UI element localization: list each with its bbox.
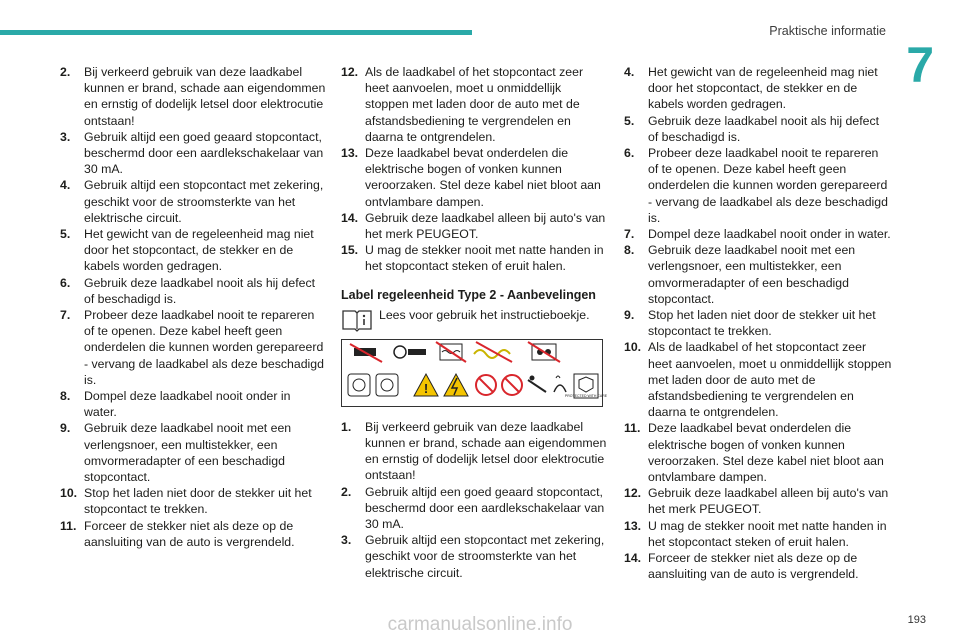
item-number: 1. bbox=[341, 419, 352, 434]
list-item bbox=[60, 518, 326, 550]
list-item bbox=[341, 64, 607, 145]
no-damaged-socket-icon bbox=[528, 342, 560, 362]
item-text: Deze laadkabel bevat onderdelen die elektrische bogen of vonken kunnen veroorzaken. Stel deze kabel niet bloot aan ontvlambare dampen. bbox=[648, 421, 884, 485]
item-text: Bij verkeerd gebruik van deze laadkabel kunnen er brand, schade aan eigendommen en ernstig of dodelijk letsel door elektrocutie ontstaan! bbox=[84, 65, 326, 128]
list-item bbox=[624, 145, 892, 226]
item-number: 13. bbox=[624, 518, 642, 533]
list-item bbox=[624, 242, 892, 307]
item-text: Gebruik deze laadkabel nooit met een verlengsnoer, een multistekker, een omvormeradapter of een beschadigd stopcontact. bbox=[84, 421, 292, 485]
list-item bbox=[624, 113, 892, 145]
item-number: 4. bbox=[624, 65, 635, 79]
no-extension-cord-icon bbox=[474, 342, 512, 362]
item-text: Als de laadkabel of het stopcontact zeer heet aanvoelen, moet u onmiddellijk stoppen met laden door de auto met de afstandsbediening te vergrendelen en daarna te ontgrendelen. bbox=[648, 340, 892, 420]
list-item bbox=[60, 177, 326, 226]
list-item bbox=[624, 550, 892, 582]
item-text: Gebruik deze laadkabel nooit als hij defect of beschadigd is. bbox=[84, 275, 316, 306]
item-text: Het gewicht van de regeleenheid mag niet door het stopcontact, de stekker en de kabels worden gedragen. bbox=[84, 227, 314, 274]
list-item bbox=[624, 420, 892, 485]
item-number: 12. bbox=[341, 65, 359, 79]
item-text: Gebruik altijd een goed geaard stopcontact, beschermd door een aardlekschakelaar van 30 mA. bbox=[365, 484, 605, 532]
svg-text:!: ! bbox=[423, 380, 429, 396]
no-pull-cable-icon bbox=[528, 375, 546, 392]
item-text: Gebruik deze laadkabel nooit als hij defect of beschadigd is. bbox=[648, 113, 880, 144]
no-water-icon bbox=[436, 342, 466, 362]
item-text: Stop het laden niet door de stekker uit het stopcontact te trekken. bbox=[84, 486, 312, 517]
item-text: Gebruik altijd een goed geaard stopcontact, beschermd door een aardlekschakelaar van 30 mA. bbox=[84, 129, 324, 177]
item-text: Stop het laden niet door de stekker uit het stopcontact te trekken. bbox=[648, 308, 876, 339]
item-text: Dompel deze laadkabel nooit onder in water. bbox=[84, 389, 291, 420]
book-icon bbox=[341, 307, 373, 331]
page-section-title: Praktische informatie bbox=[769, 24, 886, 38]
item-text: Als de laadkabel of het stopcontact zeer heet aanvoelen, moet u onmiddellijk stoppen met laden door de auto met de afstandsbediening te vergrendelen en daarna te ontgrendelen. bbox=[365, 65, 584, 144]
item-number: 2. bbox=[60, 65, 71, 79]
no-multi-plug-icon bbox=[394, 346, 426, 358]
no-plug-adapter-icon bbox=[350, 344, 382, 362]
list-item bbox=[624, 64, 892, 113]
no-repair-icon bbox=[502, 375, 522, 395]
list-item bbox=[624, 226, 892, 242]
item-text: Het gewicht van de regeleenheid mag niet door het stopcontact, de stekker en de kabels worden gedragen. bbox=[648, 65, 878, 112]
item-number: 9. bbox=[60, 421, 71, 436]
list-item bbox=[624, 339, 892, 420]
list-item bbox=[60, 485, 326, 517]
protected-with-care-icon bbox=[565, 374, 608, 398]
item-number: 15. bbox=[341, 243, 359, 258]
list-item bbox=[60, 420, 326, 485]
item-number: 12. bbox=[624, 486, 642, 501]
list-item bbox=[624, 518, 892, 550]
watermark: carmanualsonline.info bbox=[387, 614, 573, 635]
socket-30ma-icon bbox=[348, 374, 398, 396]
list-item bbox=[341, 419, 607, 484]
item-number: 6. bbox=[60, 275, 71, 290]
list-item bbox=[60, 226, 326, 275]
no-fire-icon bbox=[476, 375, 496, 395]
item-number: 5. bbox=[624, 113, 635, 128]
column-3 bbox=[624, 64, 892, 583]
control-unit-label bbox=[341, 339, 608, 407]
item-number: 11. bbox=[60, 518, 77, 533]
item-number: 7. bbox=[60, 308, 71, 323]
item-number: 14. bbox=[624, 551, 642, 566]
item-number: 8. bbox=[624, 243, 635, 258]
list-item bbox=[60, 129, 326, 178]
item-text: Probeer deze laadkabel nooit te repareren of te openen. Deze kabel heeft geen onderdelen die kunnen worden gerepareerd - vervang de laadkabel als deze beschadigd is. bbox=[84, 308, 324, 387]
item-text: U mag de stekker nooit met natte handen in het stopcontact steken of eruit halen. bbox=[648, 518, 887, 549]
item-number: 4. bbox=[60, 178, 71, 193]
item-number: 3. bbox=[341, 533, 352, 548]
list-item bbox=[341, 210, 607, 242]
list-item bbox=[341, 484, 607, 533]
electric-shock-icon bbox=[444, 374, 468, 396]
item-number: 11. bbox=[624, 421, 641, 436]
section-title: Label regeleenheid Type 2 - Aanbevelingen bbox=[341, 287, 596, 302]
chapter-number: 7 bbox=[906, 37, 934, 93]
item-number: 10. bbox=[624, 340, 642, 355]
item-text: Gebruik deze laadkabel alleen bij auto's van het merk PEUGEOT. bbox=[365, 210, 606, 242]
item-number: 8. bbox=[60, 389, 71, 404]
item-text: Gebruik deze laadkabel alleen bij auto's van het merk PEUGEOT. bbox=[648, 486, 889, 517]
warning-label-icon bbox=[342, 340, 608, 406]
column-1 bbox=[60, 64, 326, 550]
list-item bbox=[624, 307, 892, 339]
no-wet-hands-icon bbox=[554, 376, 566, 392]
page-number: 193 bbox=[907, 614, 926, 626]
list-item bbox=[341, 242, 607, 274]
warning-triangle-icon bbox=[414, 374, 438, 396]
list-item bbox=[341, 145, 607, 210]
list-item bbox=[60, 388, 326, 420]
header-accent-bar bbox=[0, 30, 472, 35]
item-number: 10. bbox=[60, 486, 78, 501]
manual-note bbox=[341, 307, 607, 331]
item-text: Gebruik altijd een stopcontact met zekering, geschikt voor de stroomsterkte van het elektrische circuit. bbox=[84, 178, 324, 225]
column-2 bbox=[341, 64, 607, 581]
item-text: U mag de stekker nooit met natte handen in het stopcontact steken of eruit halen. bbox=[365, 243, 604, 274]
item-number: 3. bbox=[60, 129, 71, 144]
list-item bbox=[60, 275, 326, 307]
item-text: Forceer de stekker niet als deze op de aansluiting van de auto is vergrendeld. bbox=[648, 551, 859, 582]
item-text: Probeer deze laadkabel nooit te repareren of te openen. Deze kabel heeft geen onderdelen die kunnen worden gerepareerd - vervang de laadkabel als deze beschadigd is. bbox=[648, 146, 888, 225]
manual-note-text: Lees voor gebruik het instructieboekje. bbox=[379, 307, 590, 322]
item-number: 13. bbox=[341, 146, 359, 161]
item-text: Gebruik altijd een stopcontact met zekering, geschikt voor de stroomsterkte van het elektrische circuit. bbox=[365, 533, 605, 580]
item-number: 6. bbox=[624, 146, 635, 161]
list-item bbox=[624, 485, 892, 517]
item-text: Forceer de stekker niet als deze op de aansluiting van de auto is vergrendeld. bbox=[84, 518, 295, 549]
list-item bbox=[60, 307, 326, 388]
item-number: 9. bbox=[624, 308, 635, 323]
item-number: 14. bbox=[341, 210, 359, 225]
item-number: 5. bbox=[60, 227, 71, 242]
item-number: 7. bbox=[624, 227, 635, 242]
item-text: Gebruik deze laadkabel nooit met een verlengsnoer, een multistekker, een omvormeradapter of een beschadigd stopcontact. bbox=[648, 243, 856, 306]
svg-text:PROTECTED WITH CARE: PROTECTED WITH CARE bbox=[564, 393, 608, 398]
item-number: 2. bbox=[341, 484, 352, 499]
list-item bbox=[341, 532, 607, 581]
item-text: Dompel deze laadkabel nooit onder in water. bbox=[648, 227, 891, 242]
list-item bbox=[60, 64, 326, 129]
item-text: Bij verkeerd gebruik van deze laadkabel kunnen er brand, schade aan eigendommen en ernstig of dodelijk letsel door elektrocutie ontstaan! bbox=[365, 419, 607, 483]
item-text: Deze laadkabel bevat onderdelen die elektrische bogen of vonken kunnen veroorzaken. Stel deze kabel niet bloot aan ontvlambare dampen. bbox=[365, 146, 601, 209]
